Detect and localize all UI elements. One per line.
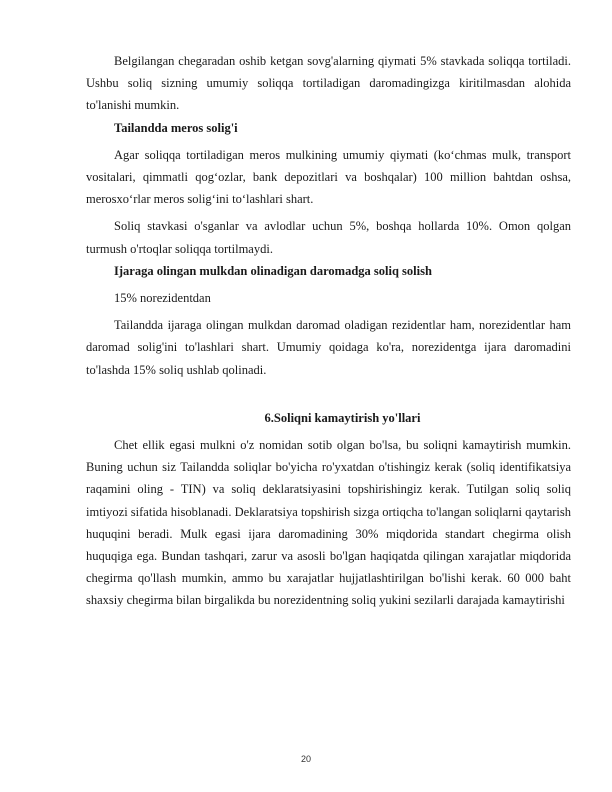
paragraph-tax-reduction: Chet ellik egasi mulkni o'z nomidan sotib olgan bo'lsa, bu soliqni kamaytirish mumkin. Buning uchun siz Tailandda soliqlar bo'yicha ro'yxatdan o'tishingiz kerak (soliq identifikatsiya raqamini oling - TIN) va soliq deklaratsiyasini topshirishingiz kerak. Tutilgan soliq soliq imtiyozi sifatida hisoblanadi. Deklaratsiya topshirish sizga ortiqcha to'langan soliqlarni qaytarish huquqini beradi. Mulk egasi ijara daromadining 30% miqdorida standart chegirma olish huquqiga ega. Bundan tashqari, zarur va asosli bo'lgan haqiqatda qilingan xarajatlar miqdorida chegirma qo'llash mumkin, ammo bu xarajatlar hujjatlashtirilgan bo'lishi kerak. 60 000 baht shaxsiy chegirma bilan birgalikda bu norezidentning soliq yukini sezilarli darajada kamaytirishi — [86, 438, 571, 608]
section-spacer — [86, 381, 571, 407]
paragraph-rental-income: Tailandda ijaraga olingan mulkdan daromad oladigan rezidentlar ham, norezidentlar ham daromad solig'ini to'lashlari shart. Umumiy qoidaga ko'ra, norezidentga ijara daromadini to'lashda 15% soliq ushlab qolinadi. — [86, 318, 571, 377]
paragraph-nonresident-rate: 15% norezidentdan — [114, 291, 211, 306]
paragraph-inheritance-threshold: Agar soliqqa tortiladigan meros mulkining umumiy qiymati (ko‘chmas mulk, transport vositalari, qimmatli qog‘ozlar, bank depozitlari va boshqalar) 100 million bahtdan oshsa, merosxo‘rlar meros solig‘ini to‘lashlari shart. — [86, 147, 571, 207]
heading-inheritance-tax: Tailandda meros solig'i — [114, 120, 238, 135]
heading-tax-reduction: 6.Soliqni kamaytirish yo'llari — [264, 410, 421, 425]
heading-rental-income-tax: Ijaraga olingan mulkdan olinadigan daromadga soliq solish — [114, 263, 432, 278]
paragraph-inheritance-rate: Soliq stavkasi o'sganlar va avlodlar uchun 5%, boshqa hollarda 10%. Omon qolgan turmush o'rtoqlar soliqqa tortilmaydi. — [86, 219, 571, 256]
paragraph-gift-tax: Belgilangan chegaradan oshib ketgan sovg'alarning qiymati 5% stavkada soliqqa tortiladi. Ushbu soliq sizning umumiy soliqqa tortiladigan daromadingizga kiritilmasdan alohida to'lanishi mumkin. — [86, 54, 571, 113]
page-number: 20 — [300, 754, 311, 764]
document-page — [86, 50, 571, 612]
